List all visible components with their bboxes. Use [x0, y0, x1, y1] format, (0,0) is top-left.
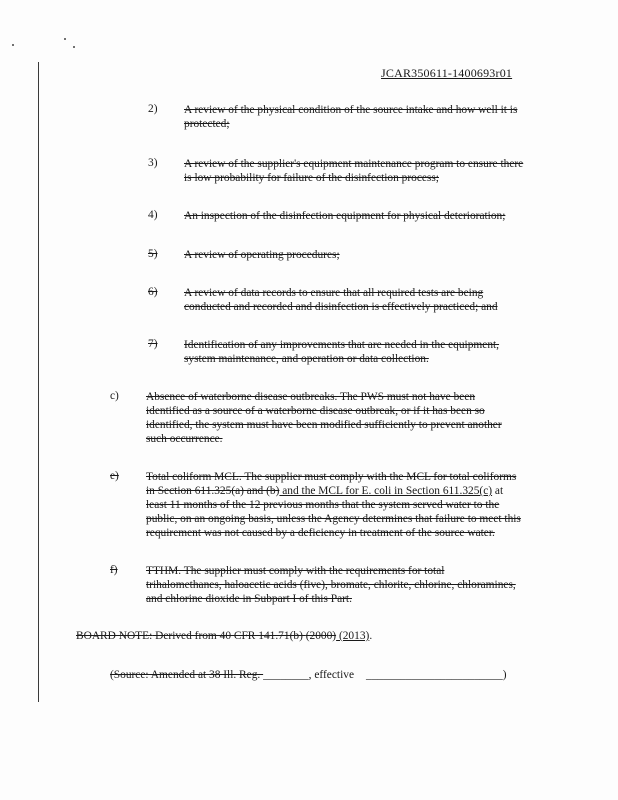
source-blank: ________________________ [366, 669, 503, 681]
board-note-text: Derived from 40 CFR 141.71(b) [152, 630, 306, 642]
plain-text: at [492, 485, 504, 497]
item-text-line: Identification of any improvements that are needed in the equipment, [184, 339, 500, 351]
paragraph-line: such occurrence. [146, 433, 223, 445]
paragraph-line: Absence of waterborne disease outbreaks. The PWS must not have been [146, 391, 476, 403]
paragraph-line: identified, the system must have been modified sufficiently to prevent another [146, 419, 502, 431]
paragraph-label: e) [110, 470, 119, 482]
board-note-old-year: (2000) [305, 630, 337, 642]
item-text-line: A review of the physical condition of the source intake and how well it is [184, 104, 518, 116]
paragraph-line: identified as a source of a waterborne disease outbreak, or if it has been so [146, 405, 485, 417]
paragraph-label: f) [110, 564, 118, 576]
item-text-line: is low probability for failure of the disinfection process; [184, 172, 439, 184]
revision-margin-bar [38, 62, 39, 702]
item-label: 3) [148, 157, 158, 169]
paragraph-line: and chlorine dioxide in Subpart I of this Part. [146, 593, 352, 605]
inserted-text: and the MCL for E. coli in Section 611.325(c) [279, 485, 493, 497]
item-text-line: A review of the supplier's equipment maintenance program to ensure there [184, 158, 524, 170]
board-note-new-year: (2013) [336, 630, 370, 642]
item-text-line: conducted and recorded and disinfection is effectively practiced; and [184, 301, 498, 313]
struck-text: in Section 611.325(a) and (b) [146, 485, 280, 497]
item-text-line: A review of data records to ensure that all required tests are being [184, 287, 484, 299]
paragraph-line: public, on an ongoing basis, unless the Agency determines that failure to meet this [146, 513, 521, 525]
item-label: 6) [148, 286, 158, 298]
paragraph-label: c) [110, 390, 119, 402]
paragraph-line: TTHM. The supplier must comply with the requirements for total [146, 565, 445, 577]
document-id: JCAR350611-1400693r01 [381, 66, 513, 80]
item-text-line: protected; [184, 118, 230, 130]
paragraph-line: Total coliform MCL. The supplier must comply with the MCL for total coliforms [146, 471, 517, 483]
board-note-label: BOARD NOTE: [76, 630, 153, 642]
paragraph-line: least 11 months of the 12 previous months that the system served water to the [146, 499, 500, 511]
source-effective: , effective [308, 669, 354, 681]
board-note-period: . [369, 630, 373, 642]
item-label: 7) [148, 338, 158, 350]
source-blank: ________ [263, 669, 309, 681]
paragraph-line: requirement was not caused by a deficiency in treatment of the source water. [146, 527, 495, 539]
paragraph-line: trihalomethanes, haloacetic acids (five), bromate, chlorite, chlorine, chloramines, [146, 579, 516, 591]
item-text-line: An inspection of the disinfection equipment for physical deterioration; [184, 210, 506, 222]
paragraph-line [146, 484, 503, 498]
source-close: ) [502, 669, 507, 681]
source-text: (Source: Amended at 38 Ill. Reg. [110, 669, 264, 681]
source-note [110, 668, 506, 682]
item-label: 4) [148, 209, 158, 221]
scan-speck [12, 44, 14, 46]
item-text-line: A review of operating procedures; [184, 249, 340, 261]
scan-speck [73, 46, 75, 48]
item-text-line: system maintenance, and operation or data collection. [184, 353, 429, 365]
item-label: 5) [148, 248, 158, 260]
item-label: 2) [148, 103, 158, 115]
board-note [76, 629, 372, 643]
scan-speck [64, 38, 66, 40]
